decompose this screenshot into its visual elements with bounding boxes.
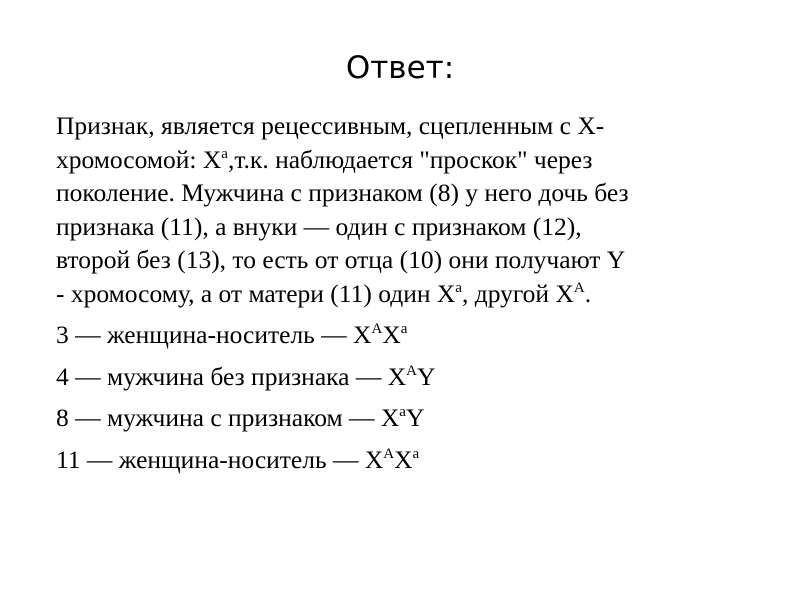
text: 3 — женщина-носитель — Х bbox=[56, 320, 372, 349]
text: Х bbox=[394, 444, 413, 474]
superscript: А bbox=[371, 321, 383, 337]
superscript: А bbox=[406, 362, 417, 379]
text: Y bbox=[405, 403, 425, 432]
genotype-item-4 bbox=[56, 360, 756, 394]
genotype-item-3 bbox=[56, 318, 756, 352]
explanation-line-3: поколение. Мужчина с признаком (8) у него дочь без bbox=[56, 178, 629, 207]
text: Y bbox=[416, 361, 436, 391]
superscript: А bbox=[383, 445, 395, 462]
superscript: а bbox=[412, 445, 420, 462]
slide-content bbox=[56, 109, 756, 476]
text: 4 — мужчина без признака — Х bbox=[56, 361, 407, 391]
superscript: а bbox=[455, 279, 462, 296]
text: хромосомой: Х bbox=[56, 144, 222, 174]
explanation-line-2 bbox=[56, 143, 756, 177]
superscript: А bbox=[573, 279, 585, 296]
explanation-line-5: второй без (13), то есть от отца (10) они получают Y bbox=[56, 245, 626, 274]
slide-title: Ответ: bbox=[345, 50, 455, 86]
explanation-line-1: Признак, является рецессивным, сцепленным с Х- bbox=[56, 111, 605, 140]
genotype-item-8 bbox=[56, 401, 756, 435]
genotype-item-11 bbox=[56, 443, 756, 477]
explanation-paragraph bbox=[56, 109, 756, 310]
text: . bbox=[584, 278, 592, 308]
text: Х bbox=[382, 320, 401, 349]
text: 8 — мужчина с признаком — Х bbox=[56, 403, 400, 432]
explanation-line-6 bbox=[56, 277, 756, 311]
superscript: а bbox=[400, 321, 408, 337]
superscript: а bbox=[221, 145, 228, 162]
text: ,т.к. наблюдается "проскок" через bbox=[227, 144, 593, 174]
text: , другой Х bbox=[461, 278, 574, 308]
text: - хромосому, а от матери (11) один Х bbox=[56, 278, 456, 308]
explanation-line-4: признака (11), а внуки — один с признаком (12), bbox=[56, 211, 582, 241]
text: 11 — женщина-носитель — Х bbox=[56, 444, 384, 474]
superscript: а bbox=[399, 404, 406, 420]
